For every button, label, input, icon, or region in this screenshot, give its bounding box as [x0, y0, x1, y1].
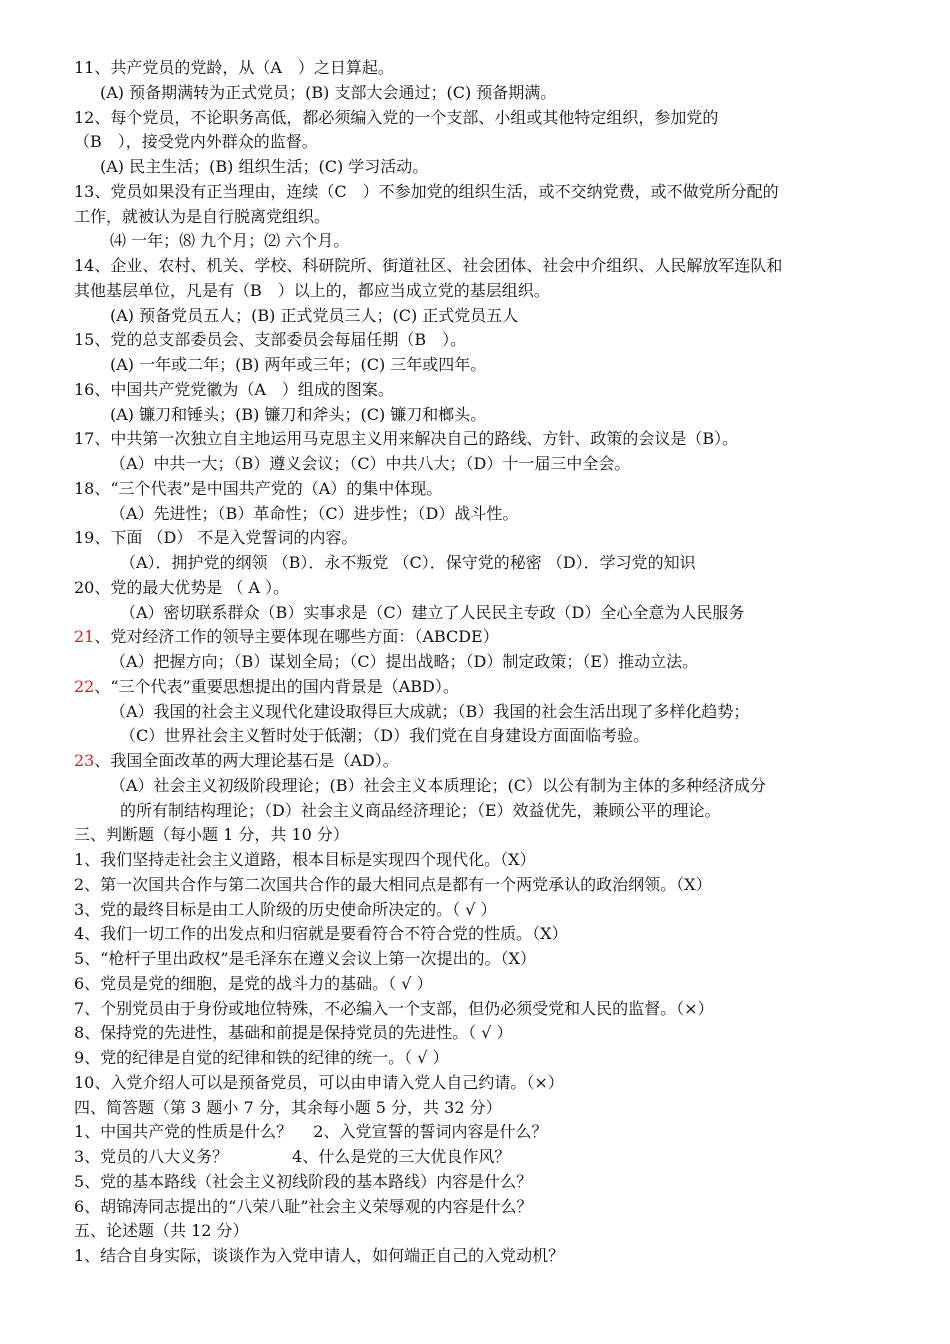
text-line [74, 873, 712, 898]
line-text: 1、结合自身实际，谈谈作为入党申请人，如何端正自己的入党动机？ [74, 1246, 565, 1265]
line-text: （A）把握方向；（B）谋划全局；（C）提出战略；（D）制定政策；（E）推动立法。 [110, 652, 699, 671]
line-text: (A) 一年或二年；(B) 两年或三年；(C) 三年或四年。 [110, 355, 487, 374]
text-line [74, 1021, 513, 1046]
line-text: 4、我们一切工作的出发点和归宿就是要看符合不符合党的性质。（X） [74, 924, 568, 944]
text-line [100, 155, 428, 180]
text-line [74, 56, 394, 81]
text-line [110, 774, 766, 799]
line-text: 18、“三个代表”是中国共产党的（A）的集中体现。 [74, 478, 443, 498]
line-text: 的所有制结构理论；（D）社会主义商品经济理论；（E）效益优先，兼顾公平的理论。 [120, 800, 721, 820]
text-line [74, 205, 330, 230]
text-line [74, 180, 779, 205]
line-text: 14、企业、农村、机关、学校、科研院所、街道社区、社会团体、社会中介组织、人民解放军连队和 [74, 256, 783, 275]
text-line [74, 922, 568, 947]
line-text: 15、党的总支部委员会、支部委员会每届任期（B ）。 [74, 330, 467, 350]
text-line [74, 625, 499, 650]
line-text: 1、我们坚持走社会主义道路，根本目标是实现四个现代化。（X） [74, 850, 536, 869]
line-text: （B ），接受党内外群众的监督。 [74, 132, 318, 152]
text-line [74, 477, 442, 502]
line-text: (A) 民主生活；(B) 组织生活；(C) 学习活动。 [100, 157, 429, 176]
line-text: （A）密切联系群众（B）实事求是（C）建立了人民民主专政（D）全心全意为人民服务 [120, 602, 745, 622]
line-text: 3、党的最终目标是由工人阶级的历史使命所决定的。（ √ ） [74, 899, 497, 919]
text-line [74, 823, 349, 848]
text-line [120, 724, 649, 749]
line-text: （C）世界社会主义暂时处于低潮；（D）我们党在自身建设方面面临考验。 [120, 726, 650, 746]
line-text: 13、党员如果没有正当理由，连续（C ）不参加党的组织生活，或不交纳党费，或不做党所分配的 [74, 181, 779, 201]
text-line [74, 1071, 564, 1096]
text-line [110, 304, 518, 329]
text-line [100, 81, 556, 106]
line-text: 3、党员的八大义务？ 4、什么是党的三大优良作风？ [74, 1147, 511, 1166]
line-text: 10、入党介绍人可以是预备党员，可以由申请入党人自己约请。（×） [74, 1072, 564, 1092]
line-text: (A) 预备党员五人；(B) 正式党员三人；(C) 正式党员五人 [110, 305, 519, 325]
line-text: 2、第一次国共合作与第二次国共合作的最大相同点是都有一个两党承认的政治纲领。（X） [74, 874, 712, 894]
text-line [120, 799, 721, 824]
line-text: 、我国全面改革的两大理论基石是（AD）。 [94, 751, 399, 770]
text-line [110, 403, 486, 428]
text-line [74, 328, 466, 353]
text-line [74, 1195, 533, 1220]
line-text: 5、“枪杆子里出政权”是毛泽东在遵义会议上第一次提出的。（X） [74, 949, 536, 968]
line-text: 、“三个代表”重要思想提出的国内背景是（ABD）。 [94, 676, 459, 696]
line-text: 17、中共第一次独立自主地运用马克思主义用来解决自己的路线、方针、政策的会议是（B）。 [74, 429, 739, 449]
question-number: 23 [74, 751, 95, 770]
text-line [74, 972, 433, 997]
line-text: 三、判断题（每小题 1 分，共 10 分） [74, 825, 349, 845]
text-line [74, 576, 289, 601]
text-line [74, 130, 318, 155]
text-line [74, 749, 399, 774]
text-line [74, 898, 497, 923]
text-line [110, 353, 486, 378]
text-line [74, 1046, 449, 1071]
line-text: （A）社会主义初级阶段理论；(B）社会主义本质理论；(C）以公有制为主体的多种经济成分 [110, 775, 767, 795]
text-line [74, 1170, 532, 1195]
text-line [74, 427, 738, 452]
text-line [74, 947, 536, 972]
line-text: 其他基层单位，凡是有（B ）以上的，都应当成立党的基层组织。 [74, 280, 550, 300]
line-text: 19、下面 （D） 不是入党誓词的内容。 [74, 528, 358, 548]
line-text: 、党对经济工作的领导主要体现在哪些方面：（ABCDE） [94, 627, 499, 647]
line-text: 5、党的基本路线（社会主义初线阶段的基本路线）内容是什么？ [74, 1171, 533, 1191]
text-line [110, 650, 698, 675]
line-text: （A）中共一大；（B）遵义会议；（C）中共八大；（D）十一届三中全会。 [110, 454, 631, 473]
text-line [110, 700, 749, 725]
line-text: 工作，就被认为是自行脱离党组织。 [74, 206, 331, 226]
text-line [74, 1096, 502, 1121]
text-line [74, 848, 536, 873]
text-line [74, 1145, 510, 1170]
text-line [74, 997, 714, 1022]
text-line [74, 526, 357, 551]
line-text: 6、党员是党的细胞，是党的战斗力的基础。（ √ ） [74, 973, 433, 993]
text-line [110, 229, 349, 254]
text-line [74, 254, 782, 279]
text-line [74, 378, 394, 403]
line-text: (A) 镰刀和锤头；(B) 镰刀和斧头；(C) 镰刀和榔头。 [110, 404, 487, 424]
text-line [74, 1244, 564, 1269]
line-text: 11、共产党员的党龄，从（A ）之日算起。 [74, 58, 394, 77]
text-line [120, 601, 744, 626]
text-line [74, 675, 459, 700]
line-text: 四、简答题（第 3 题小 7 分，其余每小题 5 分，共 32 分） [74, 1097, 502, 1117]
line-text: 12、每个党员，不论职务高低，都必须编入党的一个支部、小组或其他特定组织，参加党的 [74, 107, 719, 127]
text-line [74, 1120, 547, 1145]
text-line [120, 551, 696, 576]
line-text: 9、党的纪律是自觉的纪律和铁的纪律的统一。（ √ ） [74, 1048, 449, 1067]
line-text: 6、胡锦涛同志提出的“八荣八耻”社会主义荣辱观的内容是什么？ [74, 1196, 533, 1216]
line-text: 16、中国共产党党徽为（A ）组成的图案。 [74, 379, 394, 399]
text-line [74, 1219, 249, 1244]
line-text: (A) 预备期满转为正式党员；(B) 支部大会通过；(C) 预备期满。 [100, 82, 557, 102]
question-number: 22 [74, 676, 95, 696]
line-text: （A）先进性；（B）革命性；（C）进步性；（D）战斗性。 [110, 503, 519, 523]
line-text: 1、中国共产党的性质是什么？ 2、入党宣誓的誓词内容是什么？ [74, 1122, 548, 1142]
text-line [110, 452, 630, 477]
line-text: （A）我国的社会主义现代化建设取得巨大成就；（B）我国的社会生活出现了多样化趋势； [110, 701, 750, 721]
text-line [74, 279, 550, 304]
line-text: 五、论述题（共 12 分） [74, 1221, 249, 1241]
line-text: 8、保持党的先进性，基础和前提是保持党员的先进性。（ √ ） [74, 1023, 513, 1043]
line-text: （A）．拥护党的纲领 （B）．永不叛党 （C）．保守党的秘密 （D）．学习党的知识 [120, 553, 696, 572]
line-text: 7、个别党员由于身份或地位特殊，不必编入一个支部，但仍必须受党和人民的监督。（×） [74, 998, 714, 1018]
line-text: ⑷ 一年；⑻ 九个月；⑵ 六个月。 [110, 231, 350, 251]
line-text: 20、党的最大优势是 （ A ）。 [74, 577, 290, 597]
text-line [74, 106, 718, 131]
question-number: 21 [74, 627, 95, 647]
text-line [110, 502, 518, 527]
